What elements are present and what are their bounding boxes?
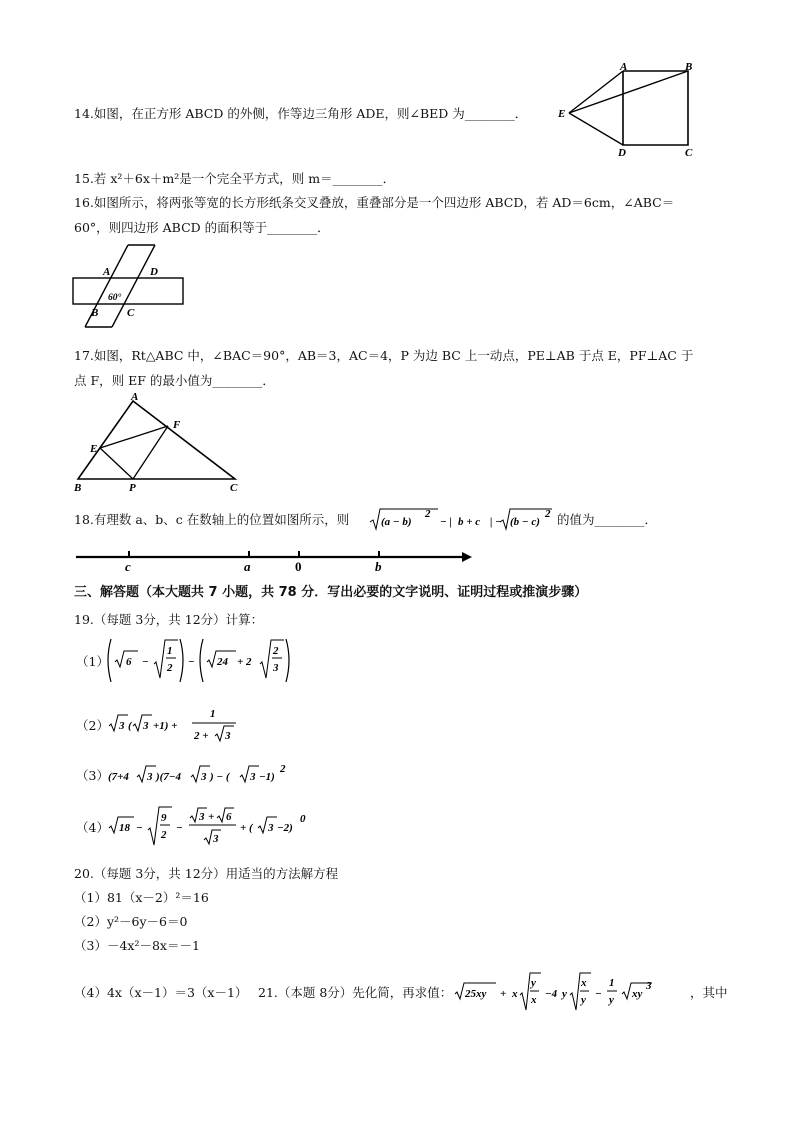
q18-number-line — [74, 540, 474, 576]
svg-text:−4: −4 — [545, 988, 558, 1000]
svg-text:−2): −2) — [277, 822, 293, 834]
q19-item2-expr — [106, 702, 246, 748]
q16-angle: 60° — [108, 293, 122, 303]
q21-suffix: ，其中 — [690, 985, 728, 1000]
q20-item2: （2）y²－6y－6＝0 — [74, 914, 188, 929]
q19-item2-num: （2） — [76, 718, 109, 733]
q16-label-b: B — [91, 307, 99, 319]
q17-line1: 17.如图，Rt△ABC 中，∠BAC＝90°，AB＝3，AC＝4，P 为边 BC 上一动点，PE⊥AB 于点 E，PF⊥AC 于 — [74, 348, 694, 363]
svg-text:0: 0 — [300, 813, 306, 825]
svg-text:6: 6 — [126, 656, 132, 668]
svg-text:−: − — [142, 656, 149, 668]
svg-text:y: y — [609, 994, 614, 1006]
svg-text:−: − — [176, 822, 183, 834]
svg-text:+ (: + ( — [240, 822, 253, 834]
svg-text:1: 1 — [167, 645, 173, 657]
svg-text:3: 3 — [225, 730, 231, 742]
svg-text:y: y — [581, 994, 586, 1006]
svg-text:2 +: 2 + — [194, 730, 209, 742]
svg-text:(: ( — [128, 720, 132, 732]
svg-text:+: + — [208, 811, 215, 823]
svg-text:2: 2 — [545, 508, 551, 520]
q19-item3-expr — [106, 762, 286, 788]
q14-label-c: C — [685, 147, 693, 159]
q15-text: 15.若 x²＋6x＋m²是一个完全平方式，则 m＝________． — [74, 171, 396, 186]
q19-item1-expr — [104, 636, 294, 686]
svg-text:−1): −1) — [259, 771, 275, 783]
svg-text:1: 1 — [609, 977, 615, 989]
q16-figure — [70, 242, 190, 332]
svg-text:) − (: ) − ( — [210, 771, 230, 783]
q16-label-c: C — [127, 307, 135, 319]
svg-text:)(7−4: )(7−4 — [156, 771, 181, 783]
q16-label-d: D — [150, 266, 158, 278]
q17-line2: 点 F，则 EF 的最小值为________． — [74, 373, 275, 388]
q20-item4: （4）4x（x－1）＝3（x－1） — [74, 985, 248, 1000]
q20-title: 20.（每题 3分，共 12分）用适当的方法解方程 — [74, 866, 339, 881]
svg-text:3: 3 — [646, 980, 652, 992]
q17-label-e: E — [90, 443, 98, 455]
q20-item3: （3）－4x²－8x＝－1 — [74, 938, 200, 953]
q19-item4-expr — [106, 803, 326, 851]
q17-label-c: C — [230, 482, 238, 494]
svg-text:3: 3 — [119, 720, 125, 732]
svg-text:3: 3 — [273, 662, 279, 674]
q16-line2: 60°，则四边形 ABCD 的面积等于________． — [74, 220, 330, 235]
svg-text:3: 3 — [147, 771, 153, 783]
svg-text:24: 24 — [217, 656, 228, 668]
svg-text:− |: − | — [440, 516, 452, 528]
q14-label-a: A — [620, 61, 628, 73]
q17-figure — [70, 392, 250, 497]
axis-label-zero: 0 — [295, 559, 302, 574]
axis-label-c: c — [125, 559, 131, 574]
svg-text:2: 2 — [161, 829, 167, 841]
svg-text:−: − — [188, 656, 195, 668]
q18-prefix: 18.有理数 a、b、c 在数轴上的位置如图所示，则 — [74, 512, 350, 527]
svg-text:6: 6 — [226, 811, 232, 823]
svg-text:3: 3 — [268, 822, 274, 834]
svg-text:(a − b): (a − b) — [381, 516, 412, 528]
q21-expression — [452, 970, 692, 1016]
q19-item4-num: （4） — [76, 820, 109, 835]
svg-text:x: x — [581, 977, 587, 989]
axis-label-b: b — [375, 559, 382, 574]
svg-text:2: 2 — [425, 508, 431, 520]
q14-text: 14.如图，在正方形 ABCD 的外侧，作等边三角形 ADE，则∠BED 为________． — [74, 106, 528, 121]
q20-item1: （1）81（x－2）²＝16 — [74, 890, 209, 905]
svg-text:2: 2 — [167, 662, 173, 674]
svg-text:2: 2 — [280, 763, 286, 775]
svg-text:−: − — [136, 822, 143, 834]
svg-text:2: 2 — [273, 645, 279, 657]
svg-text:3: 3 — [143, 720, 149, 732]
svg-text:xy: xy — [632, 988, 643, 1000]
q17-label-b: B — [74, 482, 82, 494]
q17-label-a: A — [131, 392, 139, 403]
svg-text:y: y — [531, 977, 536, 989]
svg-text:3: 3 — [213, 833, 219, 845]
q14-label-b: B — [685, 61, 693, 73]
svg-text:y: y — [562, 988, 567, 1000]
q21-prefix: 21.（本题 8分）先化简，再求值： — [258, 985, 453, 1000]
q19-item1-num: （1） — [76, 654, 109, 669]
section3-title: 三、解答题（本大题共 7 小题，共 78 分．写出必要的文字说明、证明过程或推演步骤） — [74, 585, 588, 600]
q14-label-d: D — [618, 147, 626, 159]
svg-text:18: 18 — [119, 822, 130, 834]
svg-text:b + c: b + c — [458, 516, 481, 528]
q18-suffix: 的值为________． — [557, 512, 658, 527]
q19-title: 19.（每题 3分，共 12分）计算： — [74, 612, 264, 627]
svg-text:(b − c): (b − c) — [510, 516, 540, 528]
svg-text:1: 1 — [210, 708, 216, 720]
q19-item3-num: （3） — [76, 768, 109, 783]
svg-text:| −: | − — [490, 516, 502, 528]
q17-label-p: P — [129, 482, 136, 494]
q18-expression — [368, 505, 554, 533]
svg-text:x: x — [531, 994, 537, 1006]
q16-line1: 16.如图所示，将两张等宽的长方形纸条交叉叠放，重叠部分是一个四边形 ABCD，若 AD＝6cm，∠ABC＝ — [74, 195, 675, 210]
svg-text:+1) +: +1) + — [153, 720, 178, 732]
svg-text:3: 3 — [201, 771, 207, 783]
svg-text:x: x — [512, 988, 518, 1000]
svg-text:(7+4: (7+4 — [108, 771, 129, 783]
svg-text:3: 3 — [199, 811, 205, 823]
svg-text:+: + — [500, 988, 507, 1000]
svg-text:+ 2: + 2 — [237, 656, 252, 668]
svg-text:9: 9 — [161, 812, 167, 824]
axis-label-a: a — [244, 559, 251, 574]
svg-text:25xy: 25xy — [465, 988, 487, 1000]
q14-label-e: E — [558, 108, 566, 120]
q16-label-a: A — [103, 266, 111, 278]
q17-label-f: F — [173, 419, 181, 431]
q14-figure — [555, 60, 705, 165]
svg-text:3: 3 — [250, 771, 256, 783]
svg-text:−: − — [595, 988, 602, 1000]
